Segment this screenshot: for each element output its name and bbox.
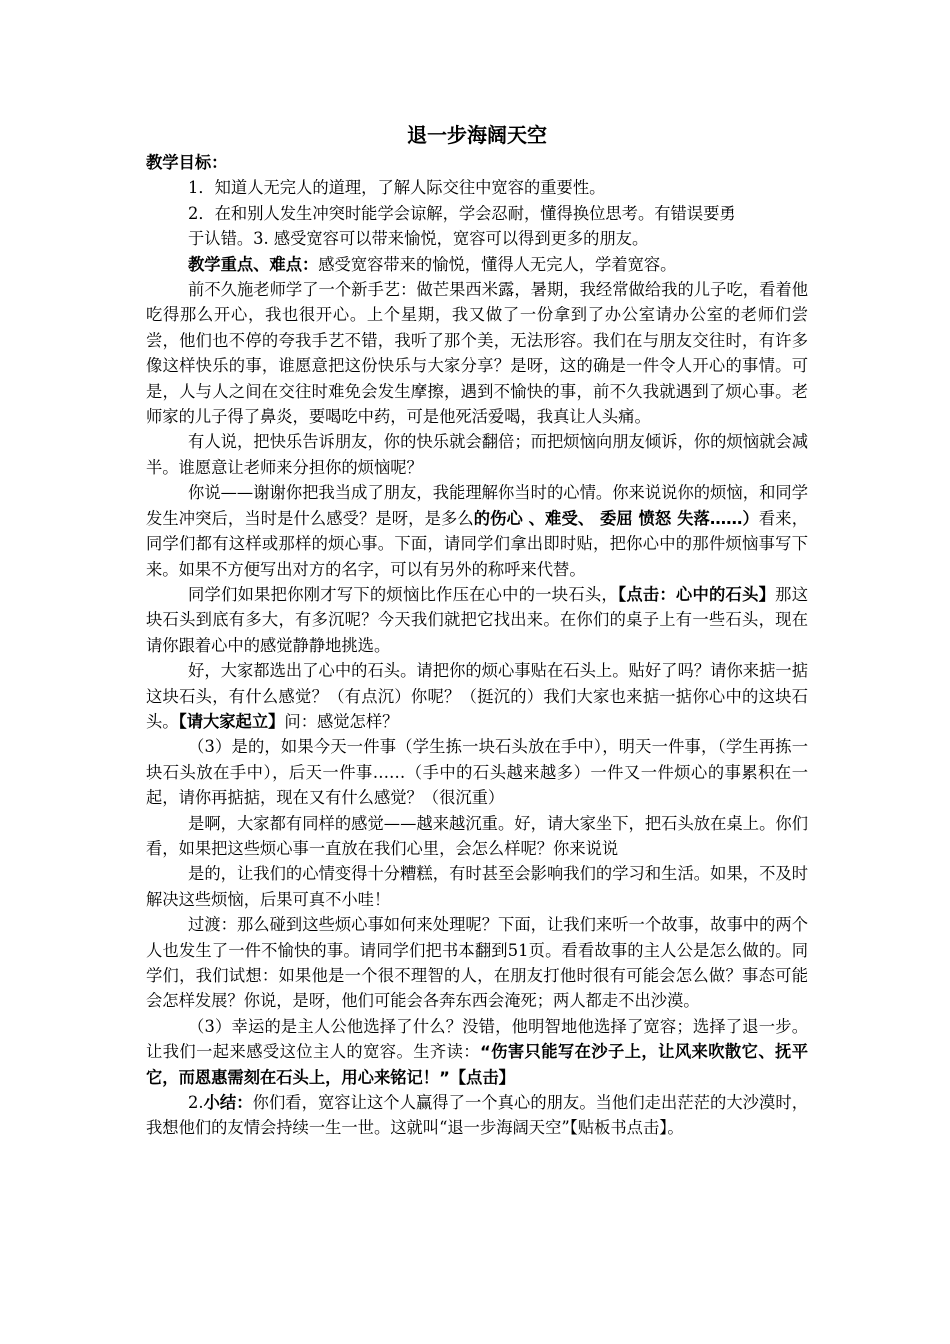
key-points xyxy=(146,252,808,277)
paragraph-11-summary-label: 小结： xyxy=(203,1093,253,1113)
goals-heading xyxy=(146,150,808,175)
paragraph-4-text-a: 同学们如果把你刚才写下的烦恼比作压在心中的一块石头， xyxy=(188,584,618,604)
paragraph-5-stand-note: 【请大家起立】 xyxy=(178,711,285,731)
paragraph-10-text-a: （3）幸运的是主人公他选择了什么？没错，他明智地他选择了宽容；选择了退一步。让我们一起来感受这位主人的宽容。生齐读： xyxy=(146,1016,808,1062)
paragraph-9: 过渡：那么碰到这些烦心事如何来处理呢？下面，让我们来听一个故事，故事中的两个人也发生了一件不愉快的事。请同学们把书本翻到51页。看看故事的主人公是怎么做的。同学们，我们试想：如果他是一个很不理智的人，在朋友打他时很有可能会怎么做？事态可能会怎样发展？你说，是呀，他们可能会各奔东西会淹死；两人都走不出沙漠。 xyxy=(146,915,808,1011)
goal-1: 1．知道人无完人的道理，了解人际交往中宽容的重要性。 xyxy=(188,178,606,198)
paragraph-11-text: 你们看，宽容让这个人赢得了一个真心的朋友。当他们走出茫茫的大沙漠时，我想他们的友情会持续一生一世。这就叫“退一步海阔天空”【贴板书点击】。 xyxy=(146,1093,808,1138)
paragraph-5 xyxy=(146,658,808,734)
paragraph-11 xyxy=(146,1090,808,1141)
paragraph-4-click-note: 【点击：心中的石头】 xyxy=(617,584,776,604)
key-points-label: 教学重点、难点： xyxy=(188,254,319,274)
paragraph-2: 有人说，把快乐告诉朋友，你的快乐就会翻倍；而把烦恼向朋友倾诉，你的烦恼就会减半。谁愿意让老师来分担你的烦恼呢？ xyxy=(146,432,808,477)
key-points-text: 感受宽容带来的愉悦，懂得人无完人，学着宽容。 xyxy=(318,254,677,274)
paragraph-3 xyxy=(146,480,808,582)
paragraph-3-text-c: 看来，同学们都有这样或那样的烦心事。下面，请同学们拿出即时贴，把你心中的那件烦恼事写下来。如果不方便写出对方的名字，可以有另外的称呼来代替。 xyxy=(146,508,808,579)
paragraph-5-text-a: 好，大家都选出了心中的石头。请把你的烦心事贴在石头上。贴好了吗？请你来掂一掂这块石头，有什么感觉？（有点沉）你呢？（挺沉的）我们大家也来掂一掂你心中的这块石头。 xyxy=(146,661,808,731)
paragraph-5-text-c: 问：感觉怎样？ xyxy=(284,711,399,731)
goal-2-line-1: 2．在和别人发生冲突时能学会谅解，学会忍耐，懂得换位思考。有错误要勇 xyxy=(188,203,736,223)
goals-heading-text: 教学目标： xyxy=(146,153,228,172)
paragraph-4 xyxy=(146,582,808,658)
paragraph-11-number: 2. xyxy=(188,1093,204,1113)
goal-2-line-2: 于认错。3. 感受宽容可以带来愉悦，宽容可以得到更多的朋友。 xyxy=(188,229,649,249)
paragraph-8: 是的，让我们的心情变得十分糟糕，有时甚至会影响我们的学习和生活。如果，不及时解决这些烦恼，后果可真不小哇！ xyxy=(146,864,808,909)
paragraph-10 xyxy=(146,1014,808,1090)
paragraph-7: 是啊，大家都有同样的感觉——越来越沉重。好，请大家坐下，把石头放在桌上。你们看，如果把这些烦心事一直放在我们心里，会怎么样呢？你来说说 xyxy=(146,813,808,858)
paragraph-1: 前不久施老师学了一个新手艺：做芒果西米露，暑期，我经常做给我的儿子吃，看着他吃得那么开心，我也很开心。上个星期，我又做了一份拿到了办公室请办公室的老师们尝尝，他们也不停的夸我手艺不错，我听了那个美，无法形容。我们在与朋友交往时，有许多像这样快乐的事，谁愿意把这份快乐与大家分享？是呀，这的确是一件令人开心的事情。可是，人与人之间在交往时难免会发生摩擦，遇到不愉快的事，前不久我就遇到了烦心事。老师家的儿子得了鼻炎，要喝吃中药，可是他死活爱喝，我真让人头痛。 xyxy=(146,280,808,427)
paragraph-4-text-c: 那这块石头到底有多大，有多沉呢？今天我们就把它找出来。在你们的桌子上有一些石头，现在请你跟着心中的感觉静静地挑选。 xyxy=(146,584,808,655)
paragraph-3-text-a: 你说——谢谢你把我当成了朋友，我能理解你当时的心情。你来说说你的烦恼，和同学发生冲突后，当时是什么感受？是呀，是多么 xyxy=(146,483,808,528)
paragraph-3-feelings: 的伤心 、难受、 委屈 愤怒 失落……） xyxy=(473,508,759,528)
paragraph-6: （3）是的，如果今天一件事（学生拣一块石头放在手中），明天一件事，（学生再拣一块石头放在手中），后天一件事……（手中的石头越来越多）一件又一件烦心的事累积在一起，请你再掂掂，现在又有什么感觉？（很沉重） xyxy=(146,737,808,808)
paragraph-10-quote: “伤害只能写在沙子上，让风来吹散它、抚平它，而恩惠需刻在石头上，用心来铭记！”【点击】 xyxy=(146,1042,808,1087)
document-page xyxy=(146,118,808,1141)
page-title: 退一步海阔天空 xyxy=(407,123,547,147)
